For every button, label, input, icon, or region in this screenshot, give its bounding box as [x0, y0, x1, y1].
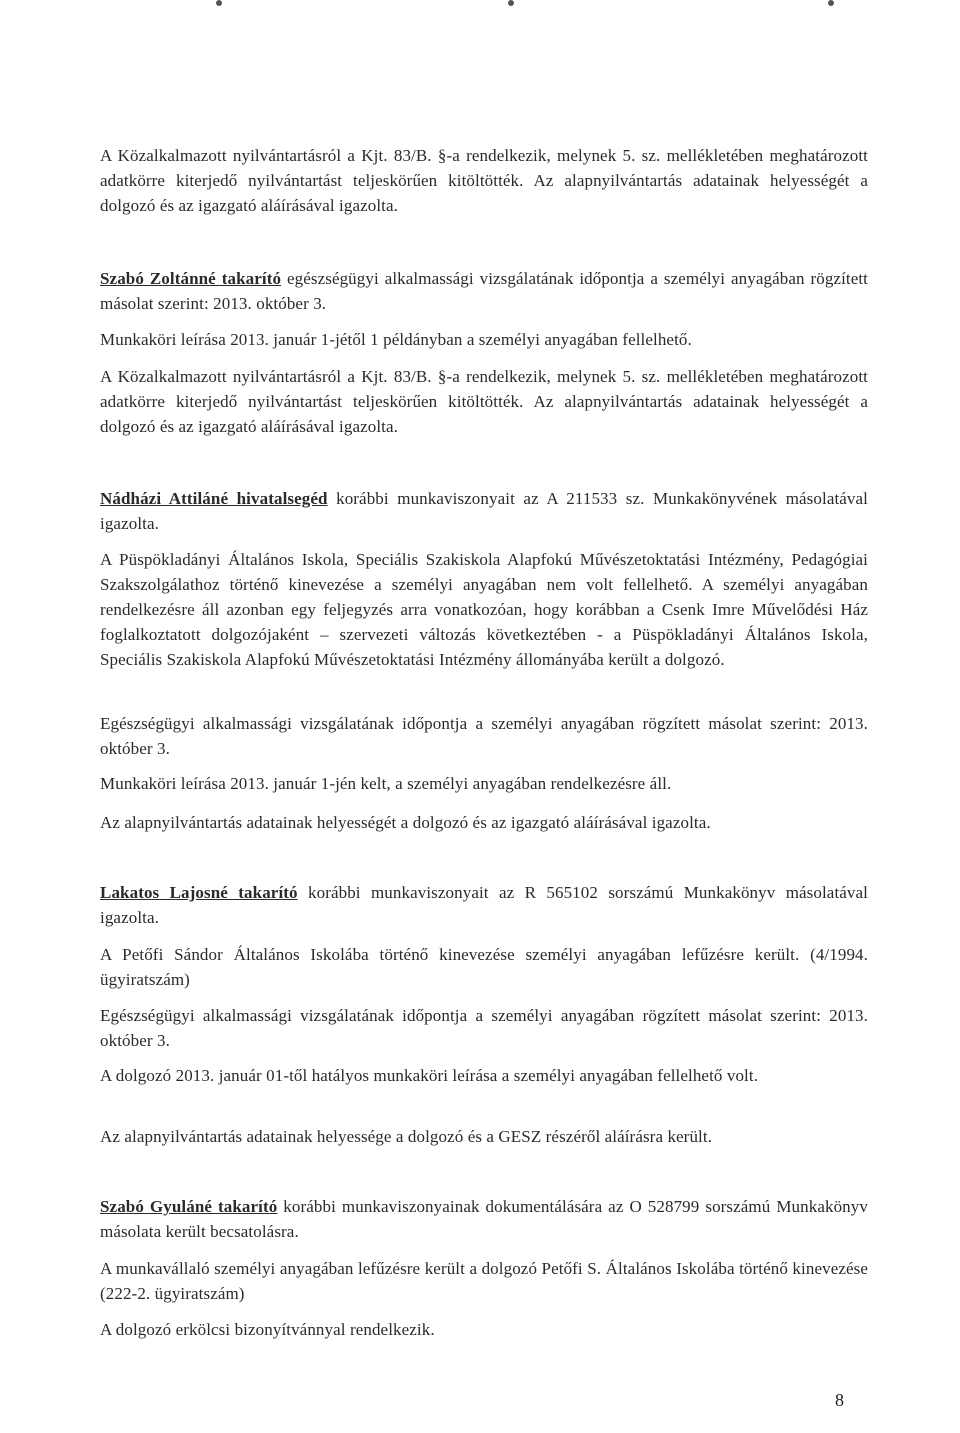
employee-name: Szabó Gyuláné takarító — [100, 1197, 278, 1216]
paragraph-petofi-appointment — [100, 942, 868, 992]
paragraph-job-description — [100, 327, 868, 352]
employee-name: Szabó Zoltánné takarító — [100, 269, 282, 288]
paragraph-health-check-1 — [100, 711, 868, 761]
paragraph-text: Az alapnyilvántartás adatainak helyessége a dolgozó és a GESZ részéről aláírásra került. — [100, 1127, 713, 1146]
employee-name: Lakatos Lajosné takarító — [100, 883, 298, 902]
paragraph-text: Munkaköri leírása 2013. január 1-jén kelt, a személyi anyagában rendelkezésre áll. — [100, 774, 672, 793]
scan-mark — [216, 0, 222, 6]
paragraph-text: A Püspökladányi Általános Iskola, Speciális Szakiskola Alapfokú Művészetoktatási Intézmény, Pedagógiai Szakszolgálathoz történő kinevezése a személyi anyagában nem volt fellelhető. A személyi anyagában rendelkezésre áll azonban egy feljegyzés arra vonatkozóan, hogy korábban a Csenk Imre Művelődési Ház foglalkoztatott dolgozójaként – szervezeti változás következtében - a Püspökladányi Általános Iskola, Speciális Szakiskola Alapfokú Művészetoktatási Intézmény állományába került a dolgozó. — [100, 550, 868, 669]
paragraph-text — [100, 1194, 868, 1244]
paragraph-lakatos-lajosne — [100, 880, 868, 930]
paragraph-body: korábbi munkaviszonyainak dokumentálására az O 528799 sorszámú Munkakönyv másolata került becsatolásra. — [100, 1197, 868, 1241]
paragraph-kjt-repeat — [100, 364, 868, 439]
page-number: 8 — [835, 1390, 844, 1410]
paragraph-kjt-intro — [100, 143, 868, 218]
paragraph-petofi-appointment-2 — [100, 1256, 868, 1306]
scan-mark — [508, 0, 514, 6]
paragraph-registry-validated-1 — [100, 810, 868, 835]
scan-mark — [828, 0, 834, 6]
paragraph-text: A munkavállaló személyi anyagában lefűzésre került a dolgozó Petőfi S. Általános Iskolába történő kinevezése (222-2. ügyiratszám) — [100, 1259, 868, 1303]
paragraph-text: Munkaköri leírása 2013. január 1-jétől 1 példányban a személyi anyagában fellelhető. — [100, 330, 692, 349]
paragraph-job-description-2 — [100, 771, 868, 796]
paragraph-text: A Közalkalmazott nyilvántartásról a Kjt. 83/B. §-a rendelkezik, melynek 5. sz. mellékletében meghatározott adatkörre kiterjedő nyilvántartást teljeskörűen kitöltötték. Az alapnyilvántartás adatainak helyességét a dolgozó és az igazgató aláírásával igazolta. — [100, 367, 868, 436]
paragraph-health-check-2 — [100, 1003, 868, 1053]
paragraph-text: A Közalkalmazott nyilvántartásról a Kjt. 83/B. §-a rendelkezik, melynek 5. sz. mellékletében meghatározott adatkörre kiterjedő nyilvántartást teljeskörűen kitöltötték. Az alapnyilvántartás adatainak helyességét a dolgozó és az igazgató aláírásával igazolta. — [100, 146, 868, 215]
paragraph-body: egészségügyi alkalmassági vizsgálatának időpontja a személyi anyagában rögzített másolat szerint: 2013. október 3. — [100, 269, 869, 313]
paragraph-text: Egészségügyi alkalmassági vizsgálatának időpontja a személyi anyagában rögzített másolat szerint: 2013. október 3. — [100, 714, 868, 758]
paragraph-text — [100, 486, 868, 536]
paragraph-text — [100, 880, 868, 930]
paragraph-puspokladanyi-school — [100, 547, 868, 672]
paragraph-szabo-zoltanne — [100, 266, 868, 316]
paragraph-text — [100, 266, 868, 316]
paragraph-text: Egészségügyi alkalmassági vizsgálatának időpontja a személyi anyagában rögzített másolat szerint: 2013. október 3. — [100, 1006, 868, 1050]
paragraph-body: korábbi munkaviszonyait az A 211533 sz. Munkakönyvének másolatával igazolta. — [100, 489, 868, 533]
employee-name: Nádházi Attiláné hivatalsegéd — [100, 489, 328, 508]
paragraph-body: korábbi munkaviszonyait az R 565102 sorszámú Munkakönyv másolatával igazolta. — [100, 883, 868, 927]
paragraph-szabo-gyulane — [100, 1194, 868, 1244]
paragraph-nadhazi-attilane — [100, 486, 868, 536]
paragraph-text: A dolgozó erkölcsi bizonyítvánnyal rendelkezik. — [100, 1320, 435, 1339]
paragraph-text: A dolgozó 2013. január 01-től hatályos munkaköri leírása a személyi anyagában fellelhető volt. — [100, 1066, 759, 1085]
paragraph-moral-certificate — [100, 1317, 868, 1342]
paragraph-registry-gesz — [100, 1124, 868, 1149]
paragraph-text: Az alapnyilvántartás adatainak helyességét a dolgozó és az igazgató aláírásával igazolta. — [100, 813, 711, 832]
paragraph-text: A Petőfi Sándor Általános Iskolába történő kinevezése személyi anyagában lefűzésre került. (4/1994. ügyiratszám) — [100, 945, 868, 989]
paragraph-job-description-3 — [100, 1063, 868, 1088]
